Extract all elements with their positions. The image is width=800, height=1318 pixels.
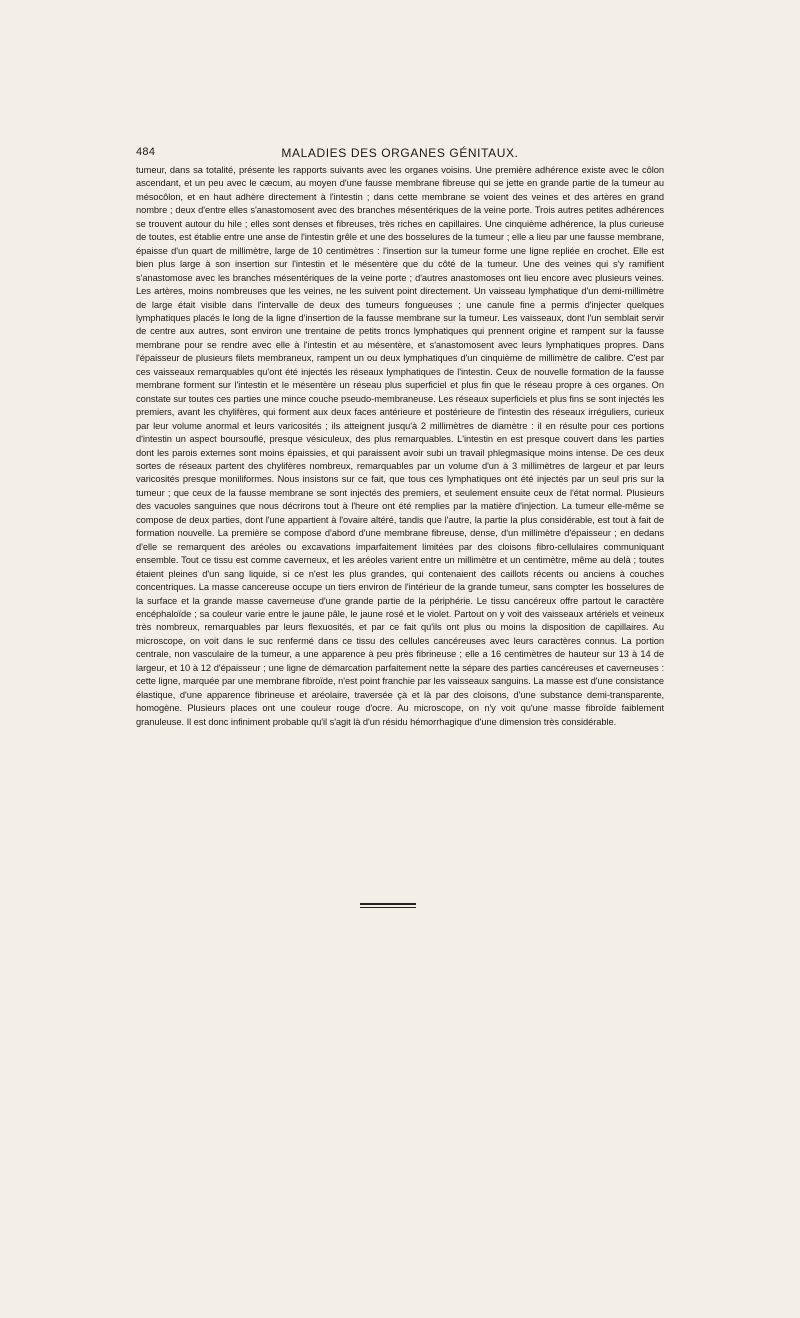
page-number: 484 <box>136 146 156 158</box>
end-rule <box>360 903 416 905</box>
running-head <box>136 146 664 162</box>
running-title: MALADIES DES ORGANES GÉNITAUX. <box>281 146 519 160</box>
body-paragraph: tumeur, dans sa totalité, présente les rapports suivants avec les organes voisins. Une première adhérence existe avec le côlon ascendant, et un peu avec le cæcum, au moyen d'une fausse membrane fibreuse qui se jette en grande partie de la tumeur au mésocôlon, et en haut adhère directement à l'intestin ; dans cette membrane se voient des veines et des artères en grand nombre ; deux d'entre elles s'anastomosent avec des branches mésentériques de la veine porte. Trois autres petites adhérences se trouvent autour du hile ; elles sont denses et fibreuses, très riches en capillaires. Une cinquième adhérence, la plus curieuse de toutes, est établie entre une anse de l'intestin grêle et une des bosselures de la tumeur ; elle a lieu par une fausse membrane, épaisse d'un quart de millimètre, large de 10 centimètres : l'insertion sur la tumeur forme une ligne repliée en crochet. Elle est bien plus large à son insertion sur l'intestin et le mésentère que du côté de la tumeur. Une des veines qui s'y ramifient s'anastomose avec les branches mésentériques de la veine porte ; d'autres anastomoses ont lieu encore avec plusieurs veines. Les artères, moins nombreuses que les veines, ne les suivent point directement. Un vaisseau lymphatique d'un demi-millimètre de large était visible dans l'intervalle de deux des tumeurs fongueuses ; une canule fine a permis d'injecter quelques lymphatiques placés le long de la ligne d'insertion de la fausse membrane sur la tumeur. Les vaisseaux, dont l'un semblait servir de centre aux autres, sont environ une trentaine de petits troncs lymphatiques qui prennent origine et rampent sur la fausse membrane pour se rendre avec elle à l'intestin et au mésentère, et s'anastomosent avec leurs lymphatiques propres. Dans l'épaisseur de plusieurs filets membraneux, rampent un ou deux lymphatiques d'un cinquième de millimètre de calibre. C'est par ces vaisseaux remarquables qu'ont été injectés les réseaux lymphatiques de l'intestin. Ceux de nouvelle formation de la fausse membrane forment sur l'intestin et le mésentère un réseau plus superficiel et plus fin que le réseau propre à ces organes. On constate sur toutes ces parties une mince couche pseudo-membraneuse. Les réseaux superficiels et plus fins se sont injectés les premiers, avant les chylifères, qui forment aux deux faces antérieure et postérieure de l'intestin des réseaux irréguliers, curieux par leur volume anormal et leurs varicosités ; ils atteignent jusqu'à 2 millimètres de diamètre : il en résulte pour ces portions d'intestin un aspect boursouflé, presque vésiculeux, des plus remarquables. L'intestin en est presque couvert dans les parties dont les parois externes sont moins épaissies, et qui paraissent avoir subi un travail phlegmasique moins intense. De ces deux sortes de réseaux partent des chylifères nombreux, remarquables par un volume d'un à 3 millimètres de largeur et par leurs varicosités presque moniliformes. Nous insistons sur ce fait, que tous ces lymphatiques ont été injectés par un seul pris sur la tumeur ; que ceux de la fausse membrane se sont injectés des premiers, et seulement ensuite ceux de l'état normal. Plusieurs des vacuoles sanguines que nous décrirons tout à l'heure ont été remplies par la matière d'injection. La tumeur elle-même se compose de deux parties, dont l'une appartient à l'ovaire altéré, tandis que l'autre, la partie la plus considérable, est tout à fait de formation nouvelle. La première se compose d'abord d'une membrane fibreuse, dense, d'un millimètre d'épaisseur ; en dedans d'elle se remarquent des aréoles ou excavations imparfaitement limitées par des cloisons fibro-cellulaires communiquant ensemble. Tout ce tissu est comme caverneux, et les aréoles varient entre un millimètre et un centimètre, même au delà ; toutes étaient pleines d'un sang liquide, si ce n'est les plus grandes, qui contenaient des caillots récents ou anciens à couches concentriques. La masse cancereuse occupe un tiers environ de l'intérieur de la grande tumeur, sans compter les bosselures de la surface et la grande masse caverneuse d'une grande partie de la périphérie. Le tissu cancéreux offre partout le caractère encéphaloïde ; sa couleur varie entre le jaune pâle, le jaune rosé et le violet. Partout on y voit des vaisseaux artériels et veineux très nombreux, remarquables par leurs flexuosités, et par ce fait qu'ils ont plus ou moins la disposition de capillaires. Au microscope, on voit dans le suc renfermé dans ce tissu des cellules cancéreuses avec leurs caractères connus. La portion centrale, non vasculaire de la tumeur, a une apparence à peu près fibrineuse ; elle a 16 centimètres de hauteur sur 13 à 14 de largeur, et 10 à 12 d'épaisseur ; une ligne de démarcation parfaitement nette la sépare des parties cancéreuses et caverneuses : cette ligne, marquée par une membrane fibroïde, n'est point franchie par les vaisseaux sanguins. La masse est d'une consistance élastique, d'une apparence fibrineuse et aréolaire, traversée çà et là par des cloisons, d'une substance demi-transparente, homogène. Plusieurs places ont une couleur rouge d'ocre. Au microscope, on n'y voit qu'une masse fibroïde faiblement granuleuse. Il est donc infiniment probable qu'il s'agit là d'un résidu hémorrhagique d'une dimension très considérable. <box>136 165 664 727</box>
